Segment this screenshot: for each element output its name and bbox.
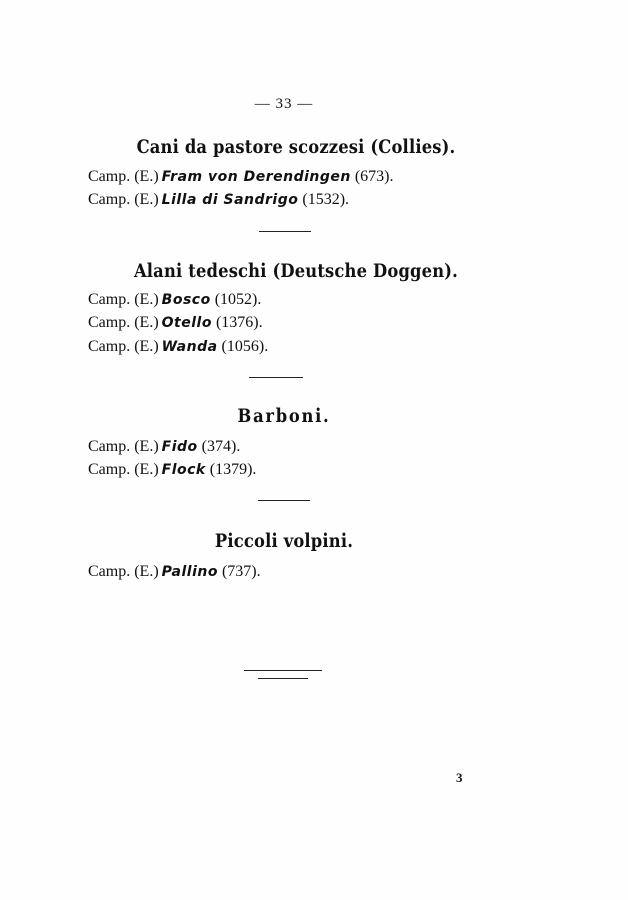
entry-prefix: Camp. (E.) — [88, 191, 159, 208]
catalog-number: (1052). — [214, 291, 262, 308]
catalog-number: (1376). — [215, 314, 263, 331]
list-item — [88, 168, 394, 186]
entry-prefix: Camp. (E.) — [88, 461, 159, 478]
signature-mark: 3 — [456, 770, 463, 785]
section-divider — [259, 231, 311, 232]
end-rule-bottom — [258, 678, 308, 679]
entry-prefix: Camp. (E.) — [88, 314, 159, 331]
section-heading-piccoli: Piccoli volpini. — [214, 530, 354, 552]
catalog-number: (374). — [201, 438, 241, 455]
list-item — [88, 438, 240, 456]
list-item — [88, 314, 263, 332]
dog-name: Lilla di Sandrigo — [161, 192, 299, 208]
catalog-number: (1056). — [221, 338, 269, 355]
dog-name: Flock — [161, 462, 206, 478]
entry-prefix: Camp. (E.) — [88, 438, 159, 455]
list-item — [88, 563, 261, 581]
section-divider — [258, 500, 310, 501]
end-rule-top — [244, 670, 322, 671]
page-number: — 33 — — [254, 96, 314, 112]
list-item — [88, 291, 261, 309]
section-heading-collies: Cani da pastore scozzesi (Collies). — [136, 136, 456, 158]
dog-name: Pallino — [161, 564, 218, 580]
catalog-number: (737). — [221, 563, 261, 580]
dog-name: Otello — [161, 315, 212, 331]
entry-prefix: Camp. (E.) — [88, 291, 159, 308]
catalog-number: (1532). — [302, 191, 350, 208]
section-divider — [249, 377, 303, 378]
catalog-number: (1379). — [209, 461, 257, 478]
list-item — [88, 461, 256, 479]
entry-prefix: Camp. (E.) — [88, 563, 159, 580]
section-heading-barboni: Barboni. — [237, 405, 331, 427]
entry-prefix: Camp. (E.) — [88, 168, 159, 185]
catalog-number: (673). — [354, 168, 394, 185]
list-item — [88, 338, 268, 356]
dog-name: Bosco — [161, 292, 211, 308]
entry-prefix: Camp. (E.) — [88, 338, 159, 355]
dog-name: Fram von Derendingen — [161, 169, 351, 185]
dog-name: Wanda — [161, 339, 218, 355]
section-heading-alani: Alani tedeschi (Deutsche Doggen). — [133, 260, 459, 282]
list-item — [88, 191, 349, 209]
dog-name: Fido — [161, 439, 198, 455]
